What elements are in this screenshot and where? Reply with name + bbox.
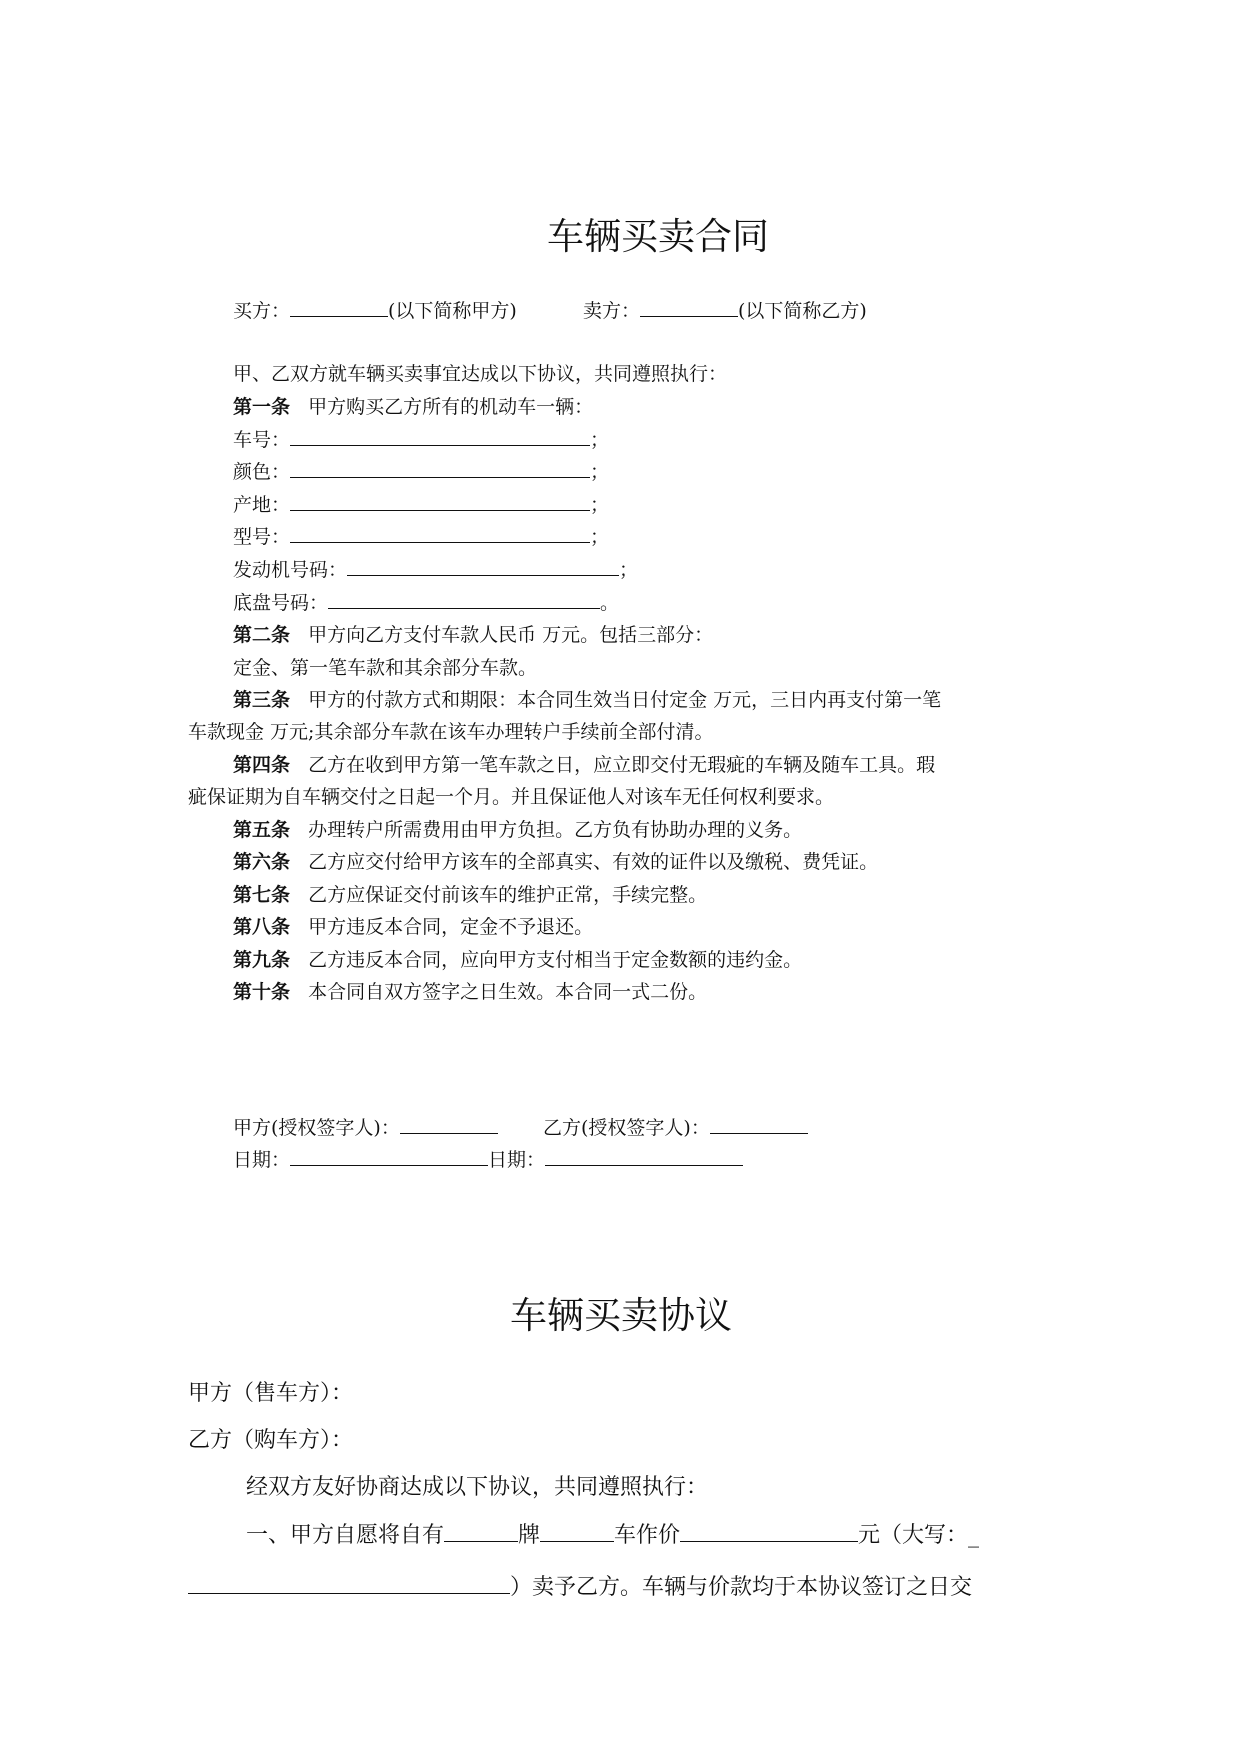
agreement-clause-1-cont — [188, 1566, 972, 1610]
article-7-text: 乙方应保证交付前该车的维护正常，手续完整。 — [308, 884, 708, 906]
article-8 — [233, 911, 593, 944]
field-chassis — [233, 587, 619, 620]
contract-title: 车辆买卖合同 — [547, 215, 769, 258]
agreement-title: 车辆买卖协议 — [510, 1294, 732, 1337]
clause-1-price-blank[interactable] — [680, 1519, 858, 1542]
article-10 — [233, 976, 707, 1009]
article-5-text: 办理转户所需费用由甲方负担。乙方负有协助办理的义务。 — [308, 819, 803, 841]
article-1 — [233, 391, 593, 424]
article-3 — [233, 684, 941, 717]
article-4-text: 乙方在收到甲方第一笔车款之日，应立即交付无瑕疵的车辆及随车工具。瑕 — [308, 754, 936, 776]
article-3-heading: 第三条 — [233, 689, 291, 711]
clause-1-car-blank[interactable] — [540, 1519, 614, 1542]
article-10-heading: 第十条 — [233, 981, 291, 1003]
date-a-label: 日期： — [233, 1149, 291, 1171]
clause-1-brand-blank[interactable] — [444, 1519, 518, 1542]
buyer-blank[interactable] — [290, 296, 388, 317]
article-10-text: 本合同自双方签字之日生效。本合同一式二份。 — [308, 981, 708, 1003]
article-2-cont: 定金、第一笔车款和其余部分车款。 — [233, 657, 538, 679]
signature-b — [543, 1112, 808, 1145]
date-a-blank[interactable] — [290, 1145, 488, 1166]
signature-a — [233, 1112, 498, 1145]
parties-line — [233, 295, 517, 328]
article-2 — [233, 619, 713, 652]
clause-1-part-d: 元（大写：_ — [858, 1523, 980, 1548]
field-model-label: 型号： — [233, 526, 291, 548]
article-7 — [233, 879, 707, 912]
article-2-text: 甲方向乙方支付车款人民币 万元。包括三部分： — [308, 624, 714, 646]
clause-1-capital-blank[interactable] — [188, 1571, 510, 1594]
signature-a-blank[interactable] — [400, 1113, 498, 1134]
field-engine-blank[interactable] — [347, 555, 619, 576]
article-9-heading: 第九条 — [233, 949, 291, 971]
article-1-heading: 第一条 — [233, 396, 291, 418]
field-chassis-label: 底盘号码： — [233, 592, 329, 614]
seller-line — [583, 295, 867, 328]
article-4 — [233, 749, 935, 782]
article-8-heading: 第八条 — [233, 916, 291, 938]
field-chassis-end: 。 — [600, 592, 620, 614]
clause-1-part-c: 车作价 — [614, 1523, 681, 1548]
field-plate-label: 车号： — [233, 429, 291, 451]
field-model-blank[interactable] — [290, 522, 590, 543]
field-origin-end: ； — [590, 494, 610, 516]
field-color-label: 颜色： — [233, 461, 291, 483]
field-plate-end: ； — [590, 429, 610, 451]
article-9-text: 乙方违反本合同，应向甲方支付相当于定金数额的违约金。 — [308, 949, 803, 971]
field-engine-end: ； — [619, 559, 639, 581]
date-b-label: 日期： — [488, 1149, 546, 1171]
article-3-text: 甲方的付款方式和期限：本合同生效当日付定金 万元，三日内再支付第一笔 — [308, 689, 942, 711]
article-5-heading: 第五条 — [233, 819, 291, 841]
buyer-note: (以下简称甲方) — [388, 300, 517, 322]
article-4-cont: 疵保证期为自车辆交付之日起一个月。并且保证他人对该车无任何权利要求。 — [188, 786, 835, 808]
agreement-clause-1 — [246, 1514, 979, 1558]
seller-blank[interactable] — [640, 296, 738, 317]
field-chassis-blank[interactable] — [328, 588, 600, 609]
article-8-text: 甲方违反本合同，定金不予退还。 — [308, 916, 594, 938]
field-color-end: ； — [590, 461, 610, 483]
agreement-intro: 经双方友好协商达成以下协议，共同遵照执行： — [246, 1475, 709, 1500]
article-7-heading: 第七条 — [233, 884, 291, 906]
field-plate — [233, 424, 609, 457]
field-origin — [233, 489, 609, 522]
signature-b-label: 乙方(授权签字人)： — [543, 1117, 710, 1139]
signature-a-label: 甲方(授权签字人)： — [233, 1117, 400, 1139]
article-2-heading: 第二条 — [233, 624, 291, 646]
field-origin-blank[interactable] — [290, 490, 590, 511]
contract-intro: 甲、乙双方就车辆买卖事宜达成以下协议，共同遵照执行： — [233, 363, 728, 385]
field-engine — [233, 554, 638, 587]
date-b-blank[interactable] — [545, 1145, 743, 1166]
article-9 — [233, 944, 802, 977]
article-4-heading: 第四条 — [233, 754, 291, 776]
clause-1-part-b: 牌 — [518, 1523, 541, 1548]
article-5 — [233, 814, 802, 847]
date-line — [233, 1144, 743, 1177]
signature-b-blank[interactable] — [710, 1113, 808, 1134]
article-1-text: 甲方购买乙方所有的机动车一辆： — [308, 396, 594, 418]
agreement-party-a: 甲方（售车方）： — [188, 1381, 354, 1406]
field-model — [233, 521, 609, 554]
article-6-heading: 第六条 — [233, 851, 291, 873]
clause-1-part-a: 一、甲方自愿将自有 — [246, 1523, 445, 1548]
field-color — [233, 456, 609, 489]
seller-label: 卖方： — [583, 300, 641, 322]
buyer-label: 买方： — [233, 300, 291, 322]
field-color-blank[interactable] — [290, 457, 590, 478]
agreement-party-b: 乙方（购车方）： — [188, 1428, 354, 1453]
article-6-text: 乙方应交付给甲方该车的全部真实、有效的证件以及缴税、费凭证。 — [308, 851, 879, 873]
field-model-end: ； — [590, 526, 610, 548]
field-plate-blank[interactable] — [290, 425, 590, 446]
article-6 — [233, 846, 878, 879]
article-3-cont: 车款现金 万元;其余部分车款在该车办理转户手续前全部付清。 — [188, 721, 714, 743]
field-origin-label: 产地： — [233, 494, 291, 516]
seller-note: (以下简称乙方) — [738, 300, 867, 322]
field-engine-label: 发动机号码： — [233, 559, 348, 581]
clause-1-part-e: ）卖予乙方。车辆与价款均于本协议签订之日交 — [510, 1575, 973, 1600]
